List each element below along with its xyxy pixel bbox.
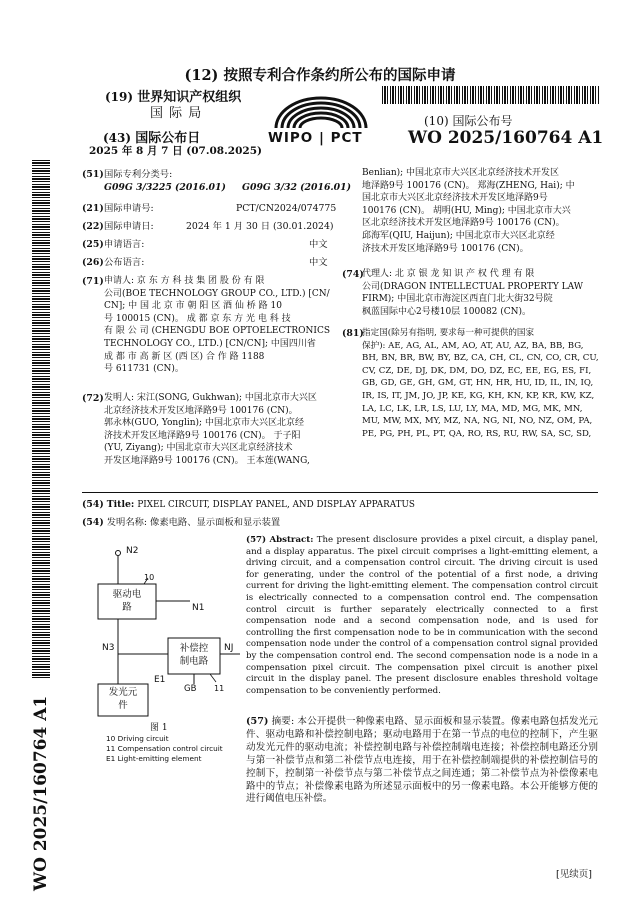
field-54-number: (54) [82,499,104,510]
label-nj: NJ [224,643,234,653]
label-n3: N3 [102,643,115,653]
field-71-applicants [104,275,336,376]
abstract-en-number: (57) [246,535,267,545]
states-line: 保护): AE, AG, AL, AM, AO, AT, AU, AZ, BA, BB, BG, [362,340,584,351]
pubdate-number: (43) [103,131,132,145]
abstract-zh-number: (57) [246,716,269,727]
agent-line: 枫蓝国际中心2号楼10层 100082 (CN)。 [362,306,532,317]
states-line: CV, CZ, DE, DJ, DK, DM, DO, DZ, EC, EE, EG, ES, FI, [362,365,592,376]
section-divider [82,492,598,493]
field-74-agent [362,268,598,318]
title-zh-row [82,516,280,529]
legend-item: 10 Driving circuit [106,734,169,743]
states-line: IR, IS, IT, JM, JO, JP, KE, KG, KH, KN, KP, KR, KW, KZ, [362,390,595,401]
figure-caption: 图 1 [150,723,168,733]
abstract-en [246,535,598,697]
inventor-line: 济技术开发区地泽路9号 100176 (CN)。 于子阳 [104,430,301,441]
agent-line: FIRM); 中国北京市海淀区西直门北大街32号院 [362,294,553,305]
title-zh: 像素电路、显示面板和显示装置 [150,517,281,528]
pubno-number: (10) [424,114,449,128]
pubdate-label: 国际公布日 [135,131,201,146]
led-box: 发光元 件 [108,687,138,711]
label-ref-11: 11 [214,684,225,693]
document-title [0,64,640,85]
label-n1: N1 [192,603,205,613]
field-25-value: 中文 [309,239,328,250]
legend-item: E1 Light-emitting element [106,754,202,763]
title-text: 按照专利合作条约所公布的国际申请 [223,67,456,84]
inventor-line: 济技术开发区地泽路9号 100176 (CN)。 [362,243,529,254]
driving-circuit-box: 驱动电 路 [112,589,142,613]
field-26-value: 中文 [309,257,328,268]
field-26-label: 公布语言: [104,257,145,268]
field-72-number: (72) [82,393,104,404]
figure-1 [82,534,242,764]
inventor-line: 邱海军(QIU, Haijun); 中国北京市大兴区北京经 [362,230,555,241]
field-81-number: (81) [342,328,364,339]
org-subname: 国 际 局 [150,106,203,121]
side-pubno: WO 2025/160764 A1 [31,695,51,891]
states-line: PE, PG, PH, PL, PT, QA, RO, RS, RU, RW, SA, SC, SD, [362,428,592,439]
field-22-label: 国际申请日: [104,221,154,232]
field-22-number: (22) [82,221,104,232]
field-51-label: 国际专利分类号: [104,169,173,180]
top-barcode [382,86,600,104]
agent-line: 公司(DRAGON INTELLECTUAL PROPERTY LAW [362,281,583,292]
applicant-line: 号 611731 (CN)。 [104,364,184,375]
applicant-line: 申请人: 京 东 方 科 技 集 团 股 份 有 限 [104,276,265,286]
applicant-line: 有 限 公 司 (CHENGDU BOE OPTOELECTRONICS [104,326,331,337]
title-number: (12) [184,67,219,84]
states-line: MU, MW, MX, MY, MZ, NA, NG, NI, NO, NZ, OM, PA, [362,416,593,427]
field-74-number: (74) [342,269,364,280]
figure-legend [106,734,223,764]
applicant-line: CN]; 中 国 北 京 市 朝 阳 区 酒 仙 桥 路 10 [104,301,282,312]
field-21-value: PCT/CN2024/074775 [236,203,337,214]
field-22-value: 2024 年 1 月 30 日 (30.01.2024) [186,221,334,232]
applicant-line: TECHNOLOGY CO., LTD.) [CN/CN]; 中国四川省 [104,338,316,349]
title-en-label: Title: [106,499,135,510]
continued-note: [见续页] [556,869,592,880]
pubdate-value: 2025 年 8 月 7 日 (07.08.2025) [89,145,262,157]
pubno-label: 国际公布号 [452,114,513,128]
abstract-zh [246,716,598,806]
wipo-logo-text: WIPO | PCT [268,130,363,146]
field-26-number: (26) [82,257,104,268]
inventors-continued [362,167,598,255]
inventor-line: 区北京经济技术开发区地泽路9号 100176 (CN)。 [362,218,565,229]
compensation-box: 补偿控 制电路 [179,643,209,667]
side-barcode [32,160,50,680]
title-en: PIXEL CIRCUIT, DISPLAY PANEL, AND DISPLAY APPARATUS [137,500,415,510]
org-number: (19) [105,90,134,104]
field-71-number: (71) [82,276,104,287]
inventor-line: 开发区地泽路9号 100176 (CN)。 王本莲(WANG, [104,455,310,466]
title-en-row [82,498,415,512]
abstract-en-label: Abstract: [269,535,314,545]
org-name: 世界知识产权组织 [137,90,242,105]
field-51-number: (51) [82,169,104,180]
field-21-number: (21) [82,203,104,214]
field-21-label: 国际申请号: [104,203,154,214]
applicant-line: 公司(BOE TECHNOLOGY GROUP CO., LTD.) [CN/ [104,288,330,299]
abstract-en-text: The present disclosure provides a pixel circuit, a display panel, and a display apparatus. The pixel circuit comprises a light-emitting element, a driving circuit, and a compensation control circuit. The driving circuit is used for generating, under the control of the potential of a first node, a driving current for driving the light-emitting element. The compensation control circuit is electrically connected to a compensation control end. The compensation control circuit is further separately electrically connected to a first compensation node and a second compensation node, and is used for controlling the first compensation node to be in communication with the second compensation node under the control of a compensation control signal provided by the compensation control end. The second compensation node is a node in a compensation pixel circuit. The compensation pixel circuit is another pixel circuit in the display panel. The present disclosure enables threshold voltage compensation to be conveniently performed. [246,535,598,696]
states-line: GB, GD, GE, GH, GM, GT, HN, HR, HU, ID, IL, IN, IQ, [362,378,594,389]
inventor-line: 发明人: 宋江(SONG, Gukhwan); 中国北京市大兴区 [104,393,317,403]
states-line: LA, LC, LK, LR, LS, LU, LY, MA, MD, MG, MK, MN, [362,403,583,414]
label-n2: N2 [126,546,139,556]
field-54-number: (54) [82,517,104,528]
applicant-line: 号 100015 (CN)。 成 都 京 东 方 光 电 科 技 [104,313,291,324]
label-gb: GB [184,684,197,694]
label-ref-10: 10 [144,573,155,582]
wipo-logo [262,84,380,146]
pubno-label-row [424,112,512,129]
inventor-line: 100176 (CN)。 胡明(HU, Ming); 中国北京市大兴 [362,205,571,216]
states-line: BH, BN, BR, BW, BY, BZ, CA, CH, CL, CN, CO, CR, CU, [362,353,599,364]
inventor-line: Benlian); 中国北京市大兴区北京经济技术开发区 [362,168,560,178]
applicant-line: 成 都 市 高 新 区 (西 区) 合 作 路 1188 [104,351,265,362]
label-e1: E1 [154,675,166,685]
inventor-line: 北京经济技术开发区地泽路9号 100176 (CN)。 [104,405,298,416]
agent-line: 代理人: 北 京 银 龙 知 识 产 权 代 理 有 限 [362,269,535,279]
field-81-designated-states [362,327,598,440]
pubno-value: WO 2025/160764 A1 [408,128,604,148]
inventor-line: 郭永林(GUO, Yonglin); 中国北京市大兴区北京经 [104,418,304,429]
inventor-line: 国北京市大兴区北京经济技术开发区地泽路9号 [362,193,548,204]
inventor-line: 地泽路9号 100176 (CN)。 郑海(ZHENG, Hai); 中 [362,180,575,191]
field-51-value: G09G 3/3225 (2016.01) G09G 3/32 (2016.01) [104,182,351,193]
field-25-label: 申请语言: [104,239,145,250]
title-zh-label: 发明名称: [106,517,148,528]
field-72-inventors [104,392,336,468]
field-25-number: (25) [82,239,104,250]
abstract-zh-text: 本公开提供一种像素电路、显示面板和显示装置。像素电路包括发光元件、驱动电路和补偿控制电路；驱动电路用于在第一节点的电位的控制下，产生驱动发光元件的驱动电流；补偿控制电路与补偿控制端电连接；补偿控制电路还分别与第一补偿节点和第二补偿节点电连接，用于在补偿控制端提供的补偿控制信号的控制下，控制第一补偿节点与第二补偿节点之间连通；第二补偿节点为补偿像素电路中的节点；补偿像素电路为所述显示面板中的另一像素电路。本公开能够方便的进行阈值电压补偿。 [246,716,598,805]
abstract-zh-label: 摘要: [271,716,295,727]
states-line: 指定国(除另有指明, 要求每一种可提供的国家 [362,328,535,338]
legend-item: 11 Compensation control circuit [106,744,223,753]
inventor-line: (YU, Ziyang); 中国北京市大兴区北京经济技术 [104,443,293,454]
